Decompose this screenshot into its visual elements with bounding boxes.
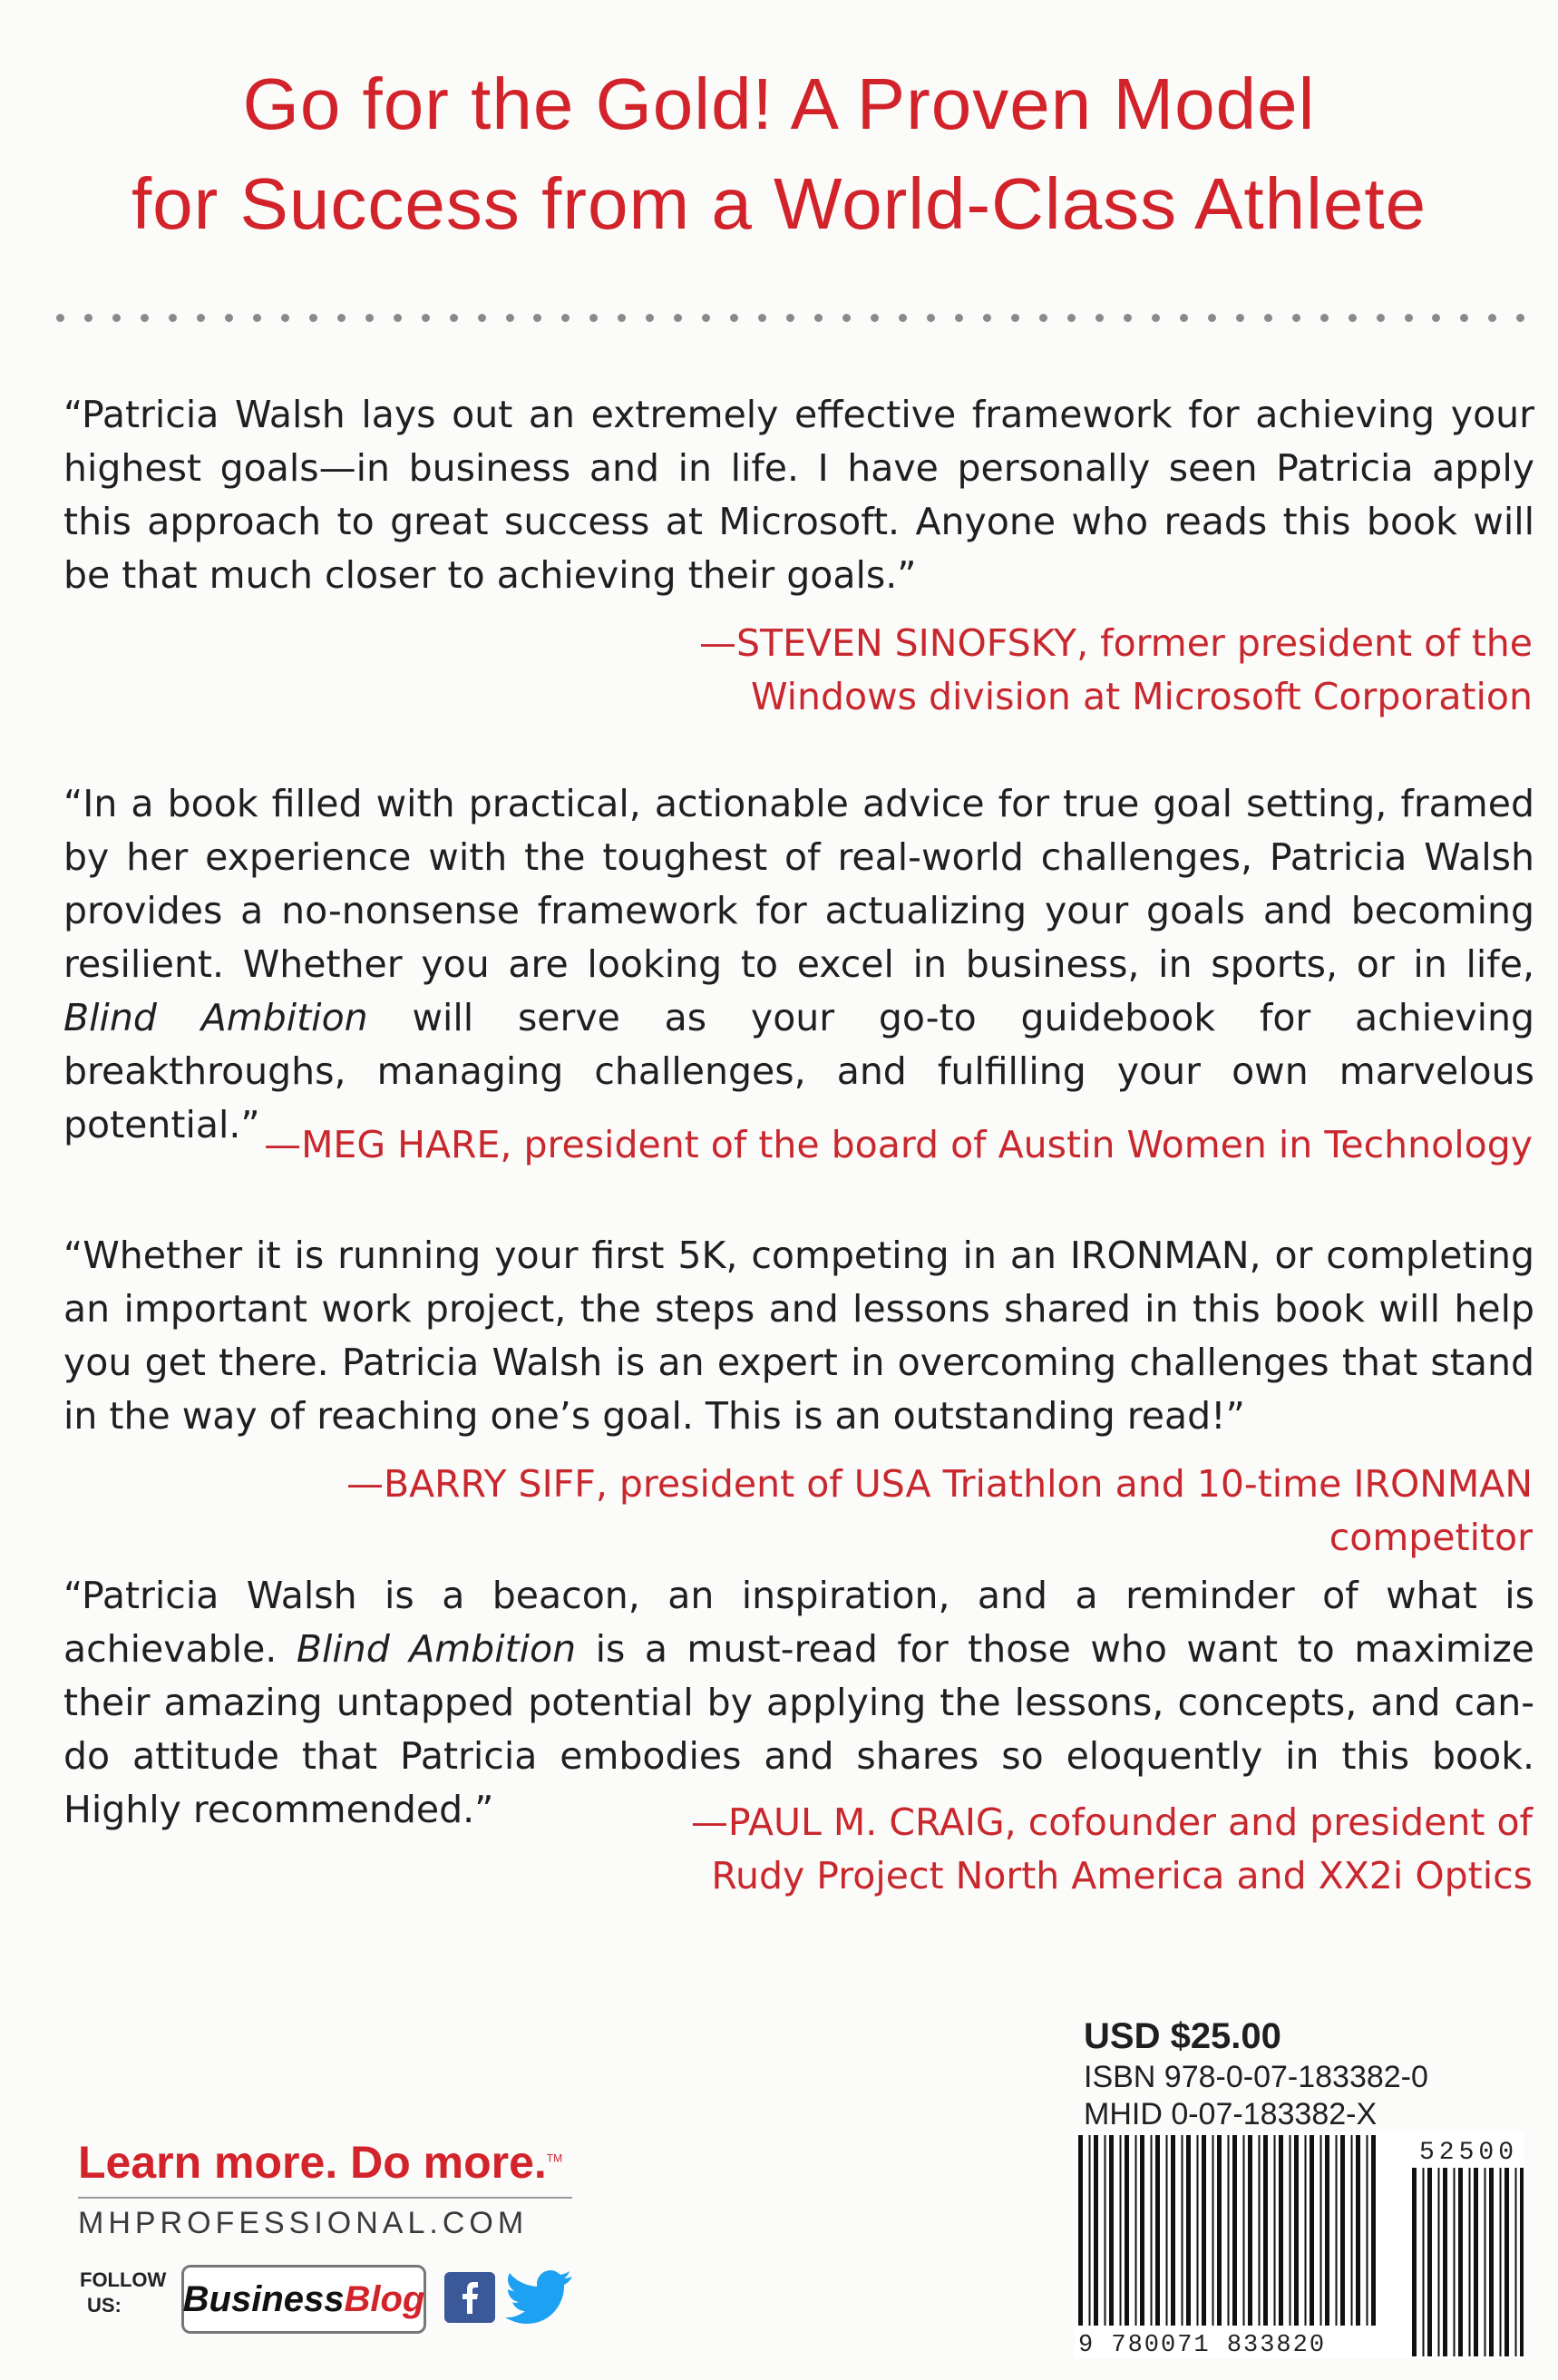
price: USD $25.00 (1084, 2016, 1281, 2056)
barcode-bar (1454, 2168, 1456, 2356)
barcode-bar (1423, 2168, 1425, 2356)
divider-dot (225, 314, 233, 322)
barcode-bar (1259, 2135, 1261, 2342)
publisher-rule (78, 2197, 572, 2199)
barcode-bar (1504, 2168, 1509, 2356)
divider-dot (786, 314, 794, 322)
barcode-bar (1202, 2135, 1206, 2342)
divider-dot (1320, 314, 1329, 322)
barcode-bar (1310, 2135, 1314, 2342)
divider-dot (84, 314, 93, 322)
quote-2-book-title: Blind Ambition (63, 996, 368, 1039)
barcode-bar (1500, 2168, 1502, 2356)
publisher-tagline-text: Learn more. Do more. (78, 2137, 547, 2188)
divider-dot (871, 314, 879, 322)
divider-dot (899, 314, 907, 322)
barcode-addon-code: 52500 (1419, 2139, 1519, 2167)
barcode-bar (1212, 2135, 1214, 2342)
twitter-icon[interactable] (503, 2268, 576, 2331)
quote-4-text-before: “Patricia Walsh is a beacon, an inspiration, and a reminder of what is achievable. (63, 1574, 1534, 1671)
divider-dot (169, 314, 177, 322)
barcode-bar (1371, 2135, 1376, 2342)
divider-dot (112, 314, 121, 322)
quote-3-attribution (172, 1458, 1533, 1565)
divider-dot (1405, 314, 1413, 322)
barcode-bar (1109, 2135, 1114, 2342)
divider-dot (506, 314, 514, 322)
divider-dot (646, 314, 654, 322)
divider-dot (533, 314, 541, 322)
quote-3: “Whether it is running your first 5K, competing in an IRONMAN, or completing an important work project, the steps and lessons shared in this book will help you get there. Patricia Walsh is an expert in overcoming challenges that stand in the way of reaching one’s goal. This is an outstanding read!” (63, 1234, 1534, 1438)
barcode (1075, 2131, 1524, 2358)
divider-dot (422, 314, 430, 322)
barcode-bar (1166, 2135, 1168, 2342)
barcode-bar (1217, 2135, 1222, 2342)
divider-dot (814, 314, 823, 322)
follow-line-2: US: (87, 2294, 122, 2317)
trademark-mark: TM (546, 2151, 563, 2165)
quote-1-attribution-line-1: —STEVEN SINOFSKY, former president of the (699, 621, 1533, 665)
barcode-bar (1078, 2135, 1083, 2342)
barcode-bar (1305, 2135, 1307, 2342)
divider-dot (842, 314, 851, 322)
barcode-bar (1232, 2135, 1237, 2342)
divider-dot (1488, 314, 1496, 322)
barcode-bar (1125, 2135, 1129, 2342)
barcode-bar (1186, 2135, 1191, 2342)
divider-dot (1377, 314, 1385, 322)
twitter-icon-bird (505, 2270, 572, 2324)
divider-dot (1236, 314, 1244, 322)
divider-dot (1095, 314, 1104, 322)
quote-4-attribution-line-1: —PAUL M. CRAIG, cofounder and president of (690, 1800, 1533, 1844)
follow-us-label (80, 2268, 166, 2318)
barcode-bar (1155, 2135, 1160, 2342)
divider-dot (1292, 314, 1300, 322)
quote-1-attribution (172, 617, 1533, 724)
divider-dot (197, 314, 205, 322)
publisher-url: MHPROFESSIONAL.COM (78, 2206, 529, 2240)
barcode-bar (1485, 2168, 1486, 2356)
barcode-bar (1458, 2168, 1463, 2356)
barcode-bar (1279, 2135, 1283, 2342)
quote-2-attribution (172, 1118, 1533, 1172)
divider-dot (618, 314, 626, 322)
barcode-bar (1197, 2135, 1199, 2342)
quote-2-attribution-line-1: —MEG HARE, president of the board of Austin Women in Technology (264, 1123, 1533, 1166)
divider-dot (1152, 314, 1160, 322)
barcode-bar (1248, 2135, 1252, 2342)
headline-line-2: for Success from a World-Class Athlete (131, 163, 1427, 244)
mhid: MHID 0-07-183382-X (1084, 2097, 1378, 2131)
quote-1: “Patricia Walsh lays out an extremely effective framework for achieving your highest goals—in business and in life. I have personally seen Patricia apply this approach to great success at Microsoft. Anyone who reads this book will be that much closer to achieving their goals.” (63, 393, 1534, 597)
price-box (1084, 2014, 1519, 2133)
barcode-bar (1094, 2135, 1098, 2342)
quote-4-text-after: is a must-read for those who want to maximize their amazing untapped potential by applying the lessons, concepts, and can-do attitude that Patricia embodies and shares so eloquently in this book. Highly recommended.” (63, 1627, 1534, 1831)
barcode-bar (1438, 2168, 1440, 2356)
divider-dot (674, 314, 682, 322)
quote-2-text-after: will serve as your go-to guidebook for achieving breakthroughs, managing challenges, and fulfilling your own marvelous potential.” (63, 996, 1534, 1146)
divider-dot (983, 314, 991, 322)
divider-dot (450, 314, 458, 322)
divider-dot (394, 314, 402, 322)
divider-dot (337, 314, 346, 322)
barcode-bar (1427, 2168, 1432, 2356)
quote-4-attribution (172, 1796, 1533, 1903)
divider-dot (589, 314, 598, 322)
barcode-bar (1356, 2135, 1360, 2342)
divider-dot (1011, 314, 1019, 322)
divider-dot (702, 314, 710, 322)
divider-dot (1264, 314, 1272, 322)
barcode-bar (1151, 2135, 1153, 2342)
barcode-bar (1351, 2135, 1353, 2342)
divider-dot (1039, 314, 1047, 322)
business-blog-label-part-2: Blog (344, 2278, 425, 2319)
divider-dot (927, 314, 935, 322)
publisher-tagline (78, 2136, 562, 2189)
quote-3-attribution-line-1: —BARRY SIFF, president of USA Triathlon and 10-time IRONMAN competitor (346, 1462, 1533, 1559)
barcode-bar (1520, 2168, 1524, 2356)
divider-dot (1516, 314, 1524, 322)
barcode-bar (1443, 2168, 1447, 2356)
quote-2 (63, 777, 1534, 1152)
follow-line-1: FOLLOW (80, 2268, 167, 2291)
barcode-bar (1171, 2135, 1175, 2342)
barcode-bar (1336, 2135, 1338, 2342)
barcode-bar (1105, 2135, 1106, 2342)
divider-dot (1349, 314, 1357, 322)
barcode-bar (1340, 2135, 1345, 2342)
barcode-bar (1243, 2135, 1245, 2342)
quote-4-book-title: Blind Ambition (296, 1627, 577, 1671)
barcode-bar (1135, 2135, 1137, 2342)
barcode-bar (1140, 2135, 1144, 2342)
business-blog-button[interactable] (181, 2265, 426, 2334)
barcode-bar (1290, 2135, 1291, 2342)
divider-dot (1208, 314, 1216, 322)
barcode-bar (1320, 2135, 1322, 2342)
barcode-bar (1263, 2135, 1268, 2342)
quote-1-attribution-line-2: Windows division at Microsoft Corporation (750, 675, 1533, 718)
barcode-bar (1474, 2168, 1478, 2356)
barcode-bar (1412, 2168, 1417, 2356)
barcode-digits: 9 780071 833820 (1078, 2332, 1327, 2358)
isbn: ISBN 978-0-07-183382-0 (1084, 2060, 1428, 2094)
divider-dot (1460, 314, 1468, 322)
headline-line-1: Go for the Gold! A Proven Model (242, 63, 1316, 144)
divider-dot (1124, 314, 1132, 322)
facebook-icon[interactable] (444, 2272, 495, 2323)
divider-dot (253, 314, 261, 322)
divider-dot (281, 314, 289, 322)
divider-dot (478, 314, 486, 322)
divider-dot (365, 314, 374, 322)
barcode-bar (1120, 2135, 1122, 2342)
divider-dot (309, 314, 317, 322)
barcode-bar (1515, 2168, 1517, 2356)
divider-dot (56, 314, 64, 322)
barcode-bar (1182, 2135, 1183, 2342)
barcode-bar (1089, 2135, 1091, 2342)
divider-dot (561, 314, 570, 322)
barcode-bar (1367, 2135, 1368, 2342)
divider-dot (1432, 314, 1440, 322)
headline (0, 54, 1558, 254)
barcode-bar (1325, 2135, 1329, 2342)
business-blog-label-part-1: Business (182, 2278, 345, 2319)
divider-dot (758, 314, 766, 322)
barcode-bar (1469, 2168, 1471, 2356)
divider-dot (1067, 314, 1076, 322)
quote-4-attribution-line-2: Rudy Project North America and XX2i Optics (711, 1854, 1533, 1897)
divider-dot (730, 314, 738, 322)
quote-2-text-before: “In a book filled with practical, actionable advice for true goal setting, framed by her experience with the toughest of real-world challenges, Patricia Walsh provides a no-nonsense framework for actualizing your goals and becoming resilient. Whether you are looking to excel in business, in sports, or in life, (63, 782, 1534, 986)
barcode-bar (1489, 2168, 1494, 2356)
divider-dot (141, 314, 149, 322)
divider-dot (955, 314, 963, 322)
barcode-bar (1274, 2135, 1276, 2342)
dotted-divider (56, 308, 1525, 327)
barcode-bar (1294, 2135, 1299, 2342)
divider-dot (1180, 314, 1188, 322)
barcode-bar (1228, 2135, 1230, 2342)
